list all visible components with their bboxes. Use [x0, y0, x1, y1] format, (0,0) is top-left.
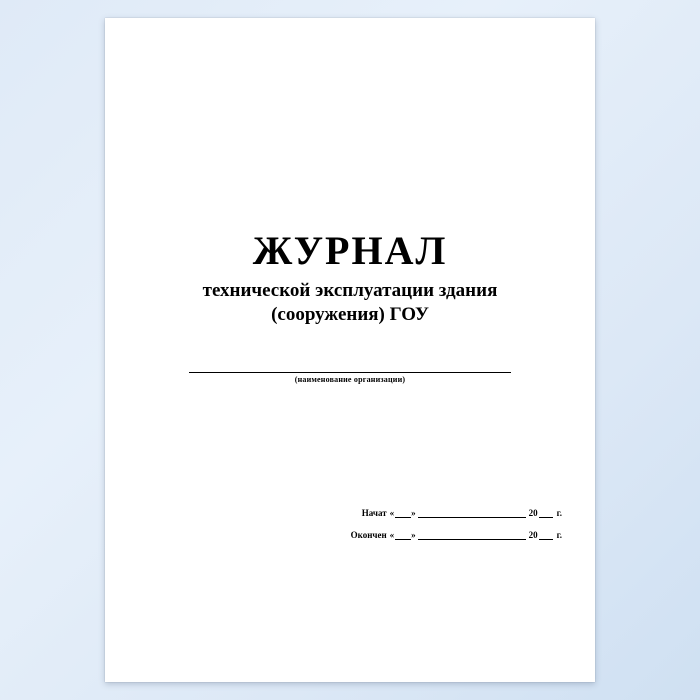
document-page [105, 18, 595, 682]
start-month-field[interactable] [418, 508, 526, 518]
organization-caption: (наименование организации) [294, 375, 406, 384]
start-quote-open: « [389, 508, 395, 518]
start-year-prefix: 20 [528, 508, 538, 518]
title-block [105, 230, 595, 327]
end-year-suffix: г. [556, 530, 562, 540]
organization-field[interactable] [189, 358, 511, 373]
page-subtitle-line-1: технической эксплуатации здания [202, 280, 498, 301]
start-date-row [252, 508, 562, 518]
start-date-label: Начат [361, 508, 387, 518]
end-month-field[interactable] [418, 530, 526, 540]
dates-block [252, 508, 562, 552]
end-date-label: Окончен [350, 530, 387, 540]
start-year-field[interactable] [539, 508, 553, 518]
end-year-prefix: 20 [528, 530, 538, 540]
page-title: ЖУРНАЛ [252, 228, 448, 273]
start-year-suffix: г. [556, 508, 562, 518]
end-year-field[interactable] [539, 530, 553, 540]
start-quote-close: » [411, 508, 416, 518]
organization-block [105, 358, 595, 384]
page-subtitle-line-2: (сооружения) ГОУ [271, 303, 429, 325]
end-quote-close: » [411, 530, 416, 540]
end-quote-open: « [389, 530, 395, 540]
end-day-field[interactable] [395, 530, 411, 540]
start-day-field[interactable] [395, 508, 411, 518]
end-date-row [252, 530, 562, 540]
